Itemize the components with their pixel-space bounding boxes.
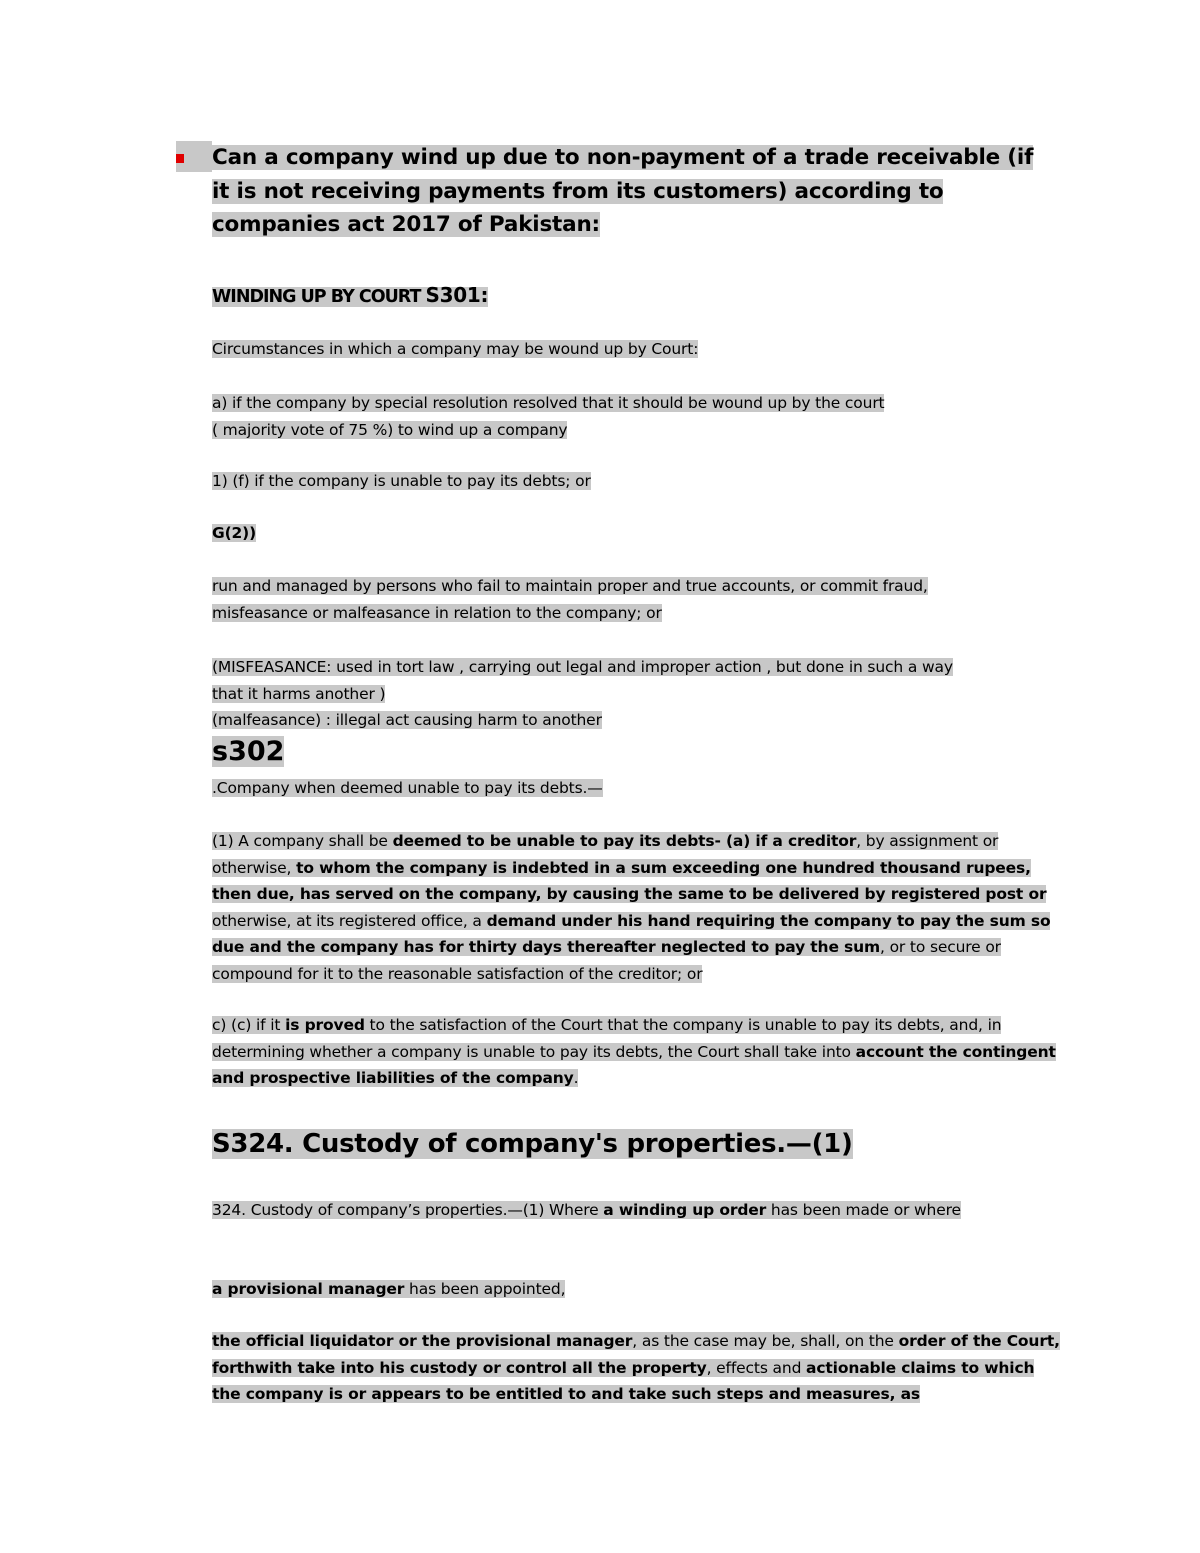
definitions-block	[212, 654, 1072, 734]
s324-paragraph-2: a provisional manager has been appointed,	[212, 1280, 566, 1298]
clause-a-line1: a) if the company by special resolution resolved that it should be wound up by the court	[212, 394, 885, 412]
mismanagement-line1: run and managed by persons who fail to maintain proper and true accounts, or commit fraud,	[212, 577, 928, 595]
clause-1f: 1) (f) if the company is unable to pay its debts; or	[212, 472, 591, 490]
section-s301: S301:	[425, 283, 489, 307]
s302-clause-c: c) (c) if it is proved to the satisfaction of the Court that the company is unable to pay its debts, and, in determining whether a company is unable to pay its debts, the Court shall take into account the contingent and prospective liabilities of the company.	[212, 1016, 1056, 1087]
clause-a-line2: ( majority vote of 75 %) to wind up a company	[212, 420, 568, 439]
clause-g2: G(2))	[212, 524, 257, 542]
bullet-marker-icon	[176, 154, 184, 163]
misfeasance-definition-line1: (MISFEASANCE: used in tort law , carrying out legal and improper action , but done in such a way	[212, 658, 953, 676]
malfeasance-definition: (malfeasance) : illegal act causing harm to another	[212, 711, 602, 729]
circumstances-line: Circumstances in which a company may be wound up by Court:	[212, 340, 699, 358]
question-heading: Can a company wind up due to non-payment of a trade receivable (if it is not receiving payments from its customers) according to companies act 2017 of Pakistan:	[212, 145, 1034, 237]
s302-clause-1: (1) A company shall be deemed to be unable to pay its debts- (a) if a creditor, by assignment or otherwise, to whom the company is indebted in a sum exceeding one hundred thousand rupees, then due, has served on the company, by causing the same to be delivered by registered post or otherwise, at its registered office, a demand under his hand requiring the company to pay the sum so due and the company has for thirty days thereafter neglected to pay the sum, or to secure or compound for it to the reasonable satisfaction of the creditor; or	[212, 832, 1051, 983]
mismanagement-line2: misfeasance or malfeasance in relation to the company; or	[212, 603, 662, 622]
s324-paragraph-3: the official liquidator or the provisional manager, as the case may be, shall, on the order of the Court, forthwith take into his custody or control all the property, effects and actionable claims to which the company is or appears to be entitled to and take such steps and measures, as	[212, 1332, 1060, 1403]
s324-paragraph-1: 324. Custody of company’s properties.—(1) Where a winding up order has been made or where	[212, 1201, 961, 1219]
clause-a	[212, 390, 1072, 443]
section-s324-heading: S324. Custody of company's properties.—(1)	[212, 1129, 853, 1159]
section-s302-subtitle: .Company when deemed unable to pay its debts.—	[212, 779, 603, 797]
section-s302-heading: s302	[212, 736, 285, 767]
winding-up-heading	[212, 281, 488, 311]
mismanagement-clause	[212, 573, 1072, 626]
misfeasance-definition-line2: that it harms another )	[212, 684, 386, 703]
winding-up-label: WINDING UP BY COURT	[212, 287, 426, 307]
